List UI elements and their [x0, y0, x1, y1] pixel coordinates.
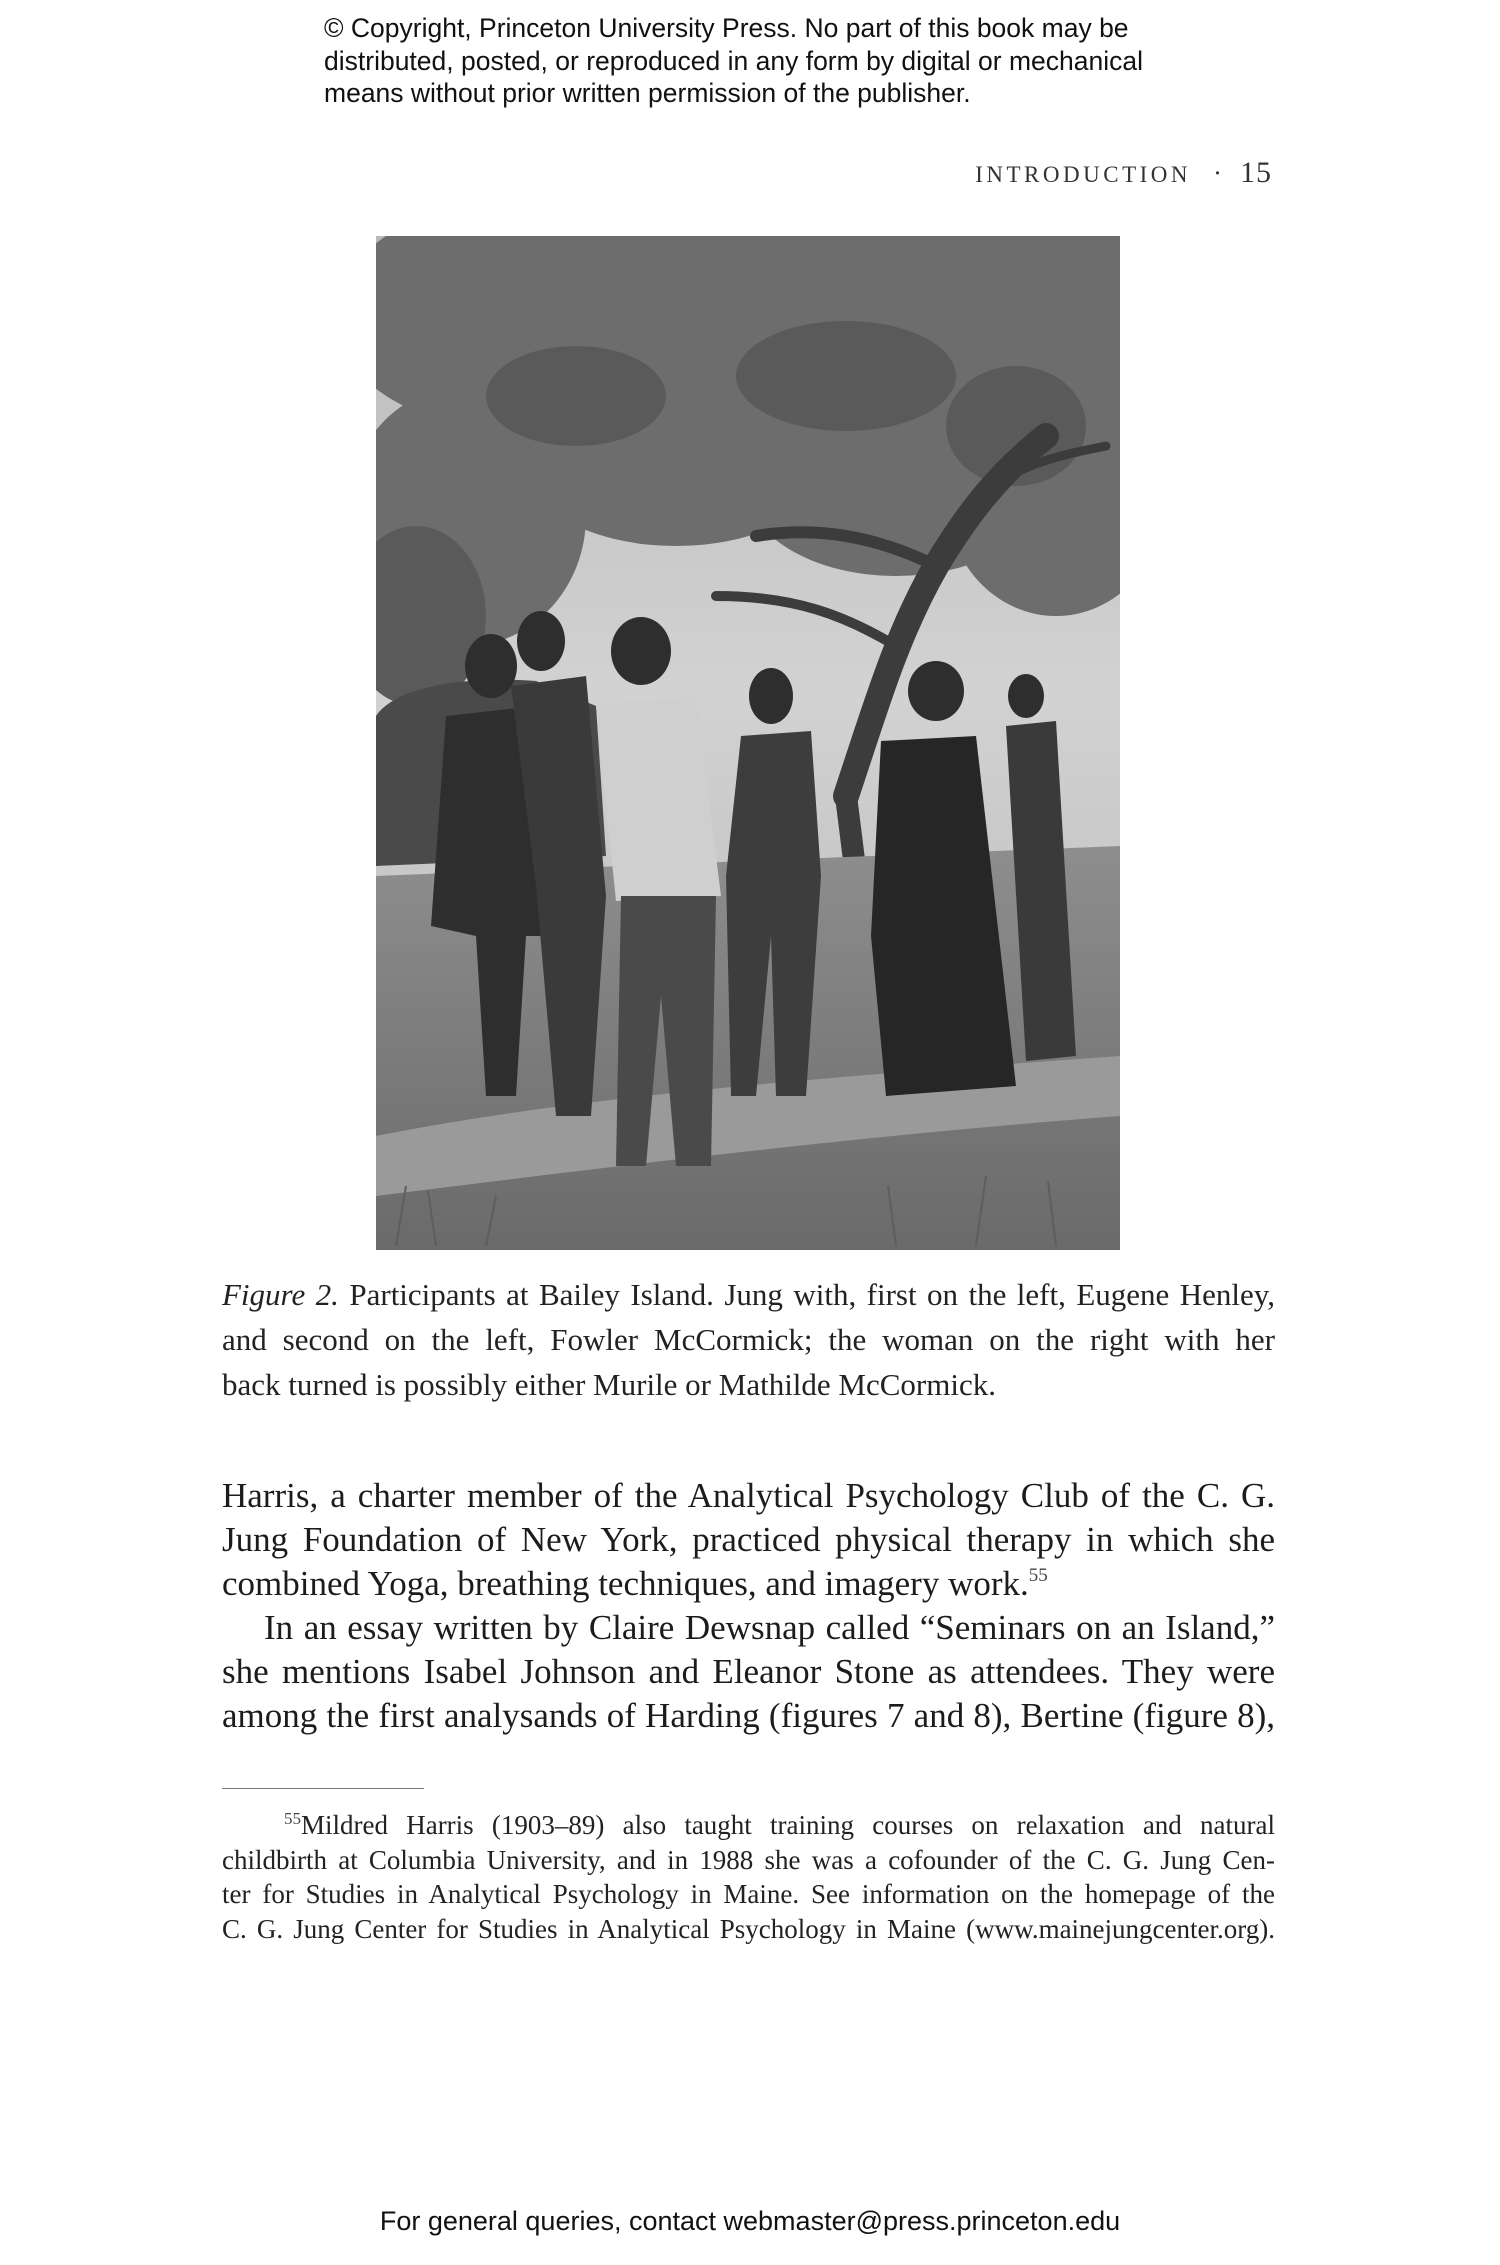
figure-label: Figure 2. — [222, 1277, 339, 1312]
body-line: Harris, a charter member of the Analytical Psychology Club of the C. G. — [222, 1476, 1275, 1515]
figure-photograph — [376, 236, 1120, 1250]
footnote — [222, 1808, 1275, 1946]
copyright-line: means without prior written permission of the publisher. — [324, 78, 971, 108]
caption-text: Participants at Bailey Island. Jung with, first on the left, Eugene Henley, — [338, 1277, 1275, 1312]
body-line: she mentions Isabel Johnson and Eleanor Stone as attendees. They were — [222, 1652, 1275, 1691]
footnote-line: ter for Studies in Analytical Psychology in Maine. See information on the homepage of the — [222, 1879, 1275, 1909]
footnote-reference[interactable]: 55 — [1028, 1565, 1048, 1586]
body-line-text: combined Yoga, breathing techniques, and imagery work. — [222, 1564, 1029, 1603]
body-line: Jung Foundation of New York, practiced physical therapy in which she — [222, 1520, 1275, 1559]
figure-caption — [222, 1272, 1275, 1407]
footnote-divider — [222, 1788, 424, 1789]
copyright-line: distributed, posted, or reproduced in any form by digital or mechanical — [324, 45, 1143, 76]
body-line: among the first analysands of Harding (figures 7 and 8), Bertine (figure 8), — [222, 1696, 1275, 1735]
footnote-line — [222, 1808, 1275, 1843]
copyright-line: © Copyright, Princeton University Press. No part of this book may be — [324, 13, 1129, 43]
footnote-text: Mildred Harris (1903–89) also taught training courses on relaxation and natural — [301, 1810, 1275, 1840]
caption-line — [222, 1272, 1275, 1317]
footnote-line: C. G. Jung Center for Studies in Analytical Psychology in Maine (www.mainejungcenter.org). — [222, 1913, 1275, 1944]
copyright-notice — [324, 12, 1224, 110]
running-head-title: INTRODUCTION — [975, 162, 1191, 187]
contact-notice: For general queries, contact webmaster@press.princeton.edu — [379, 2206, 1121, 2236]
footnote-line: childbirth at Columbia University, and in 1988 she was a cofounder of the C. G. Jung Cen- — [222, 1844, 1275, 1875]
page-number: 15 — [1240, 156, 1272, 189]
footnote-number: 55 — [284, 1809, 301, 1828]
body-line-with-footnote — [222, 1562, 1275, 1606]
caption-line: back turned is possibly either Murile or Mathilde McCormick. — [222, 1367, 996, 1402]
body-line: In an essay written by Claire Dewsnap called “Seminars on an Island,” — [264, 1608, 1275, 1647]
caption-line: and second on the left, Fowler McCormick; the woman on the right with her — [222, 1322, 1275, 1357]
running-head — [975, 156, 1272, 190]
body-text — [222, 1474, 1275, 1738]
running-head-separator: · — [1213, 158, 1222, 188]
